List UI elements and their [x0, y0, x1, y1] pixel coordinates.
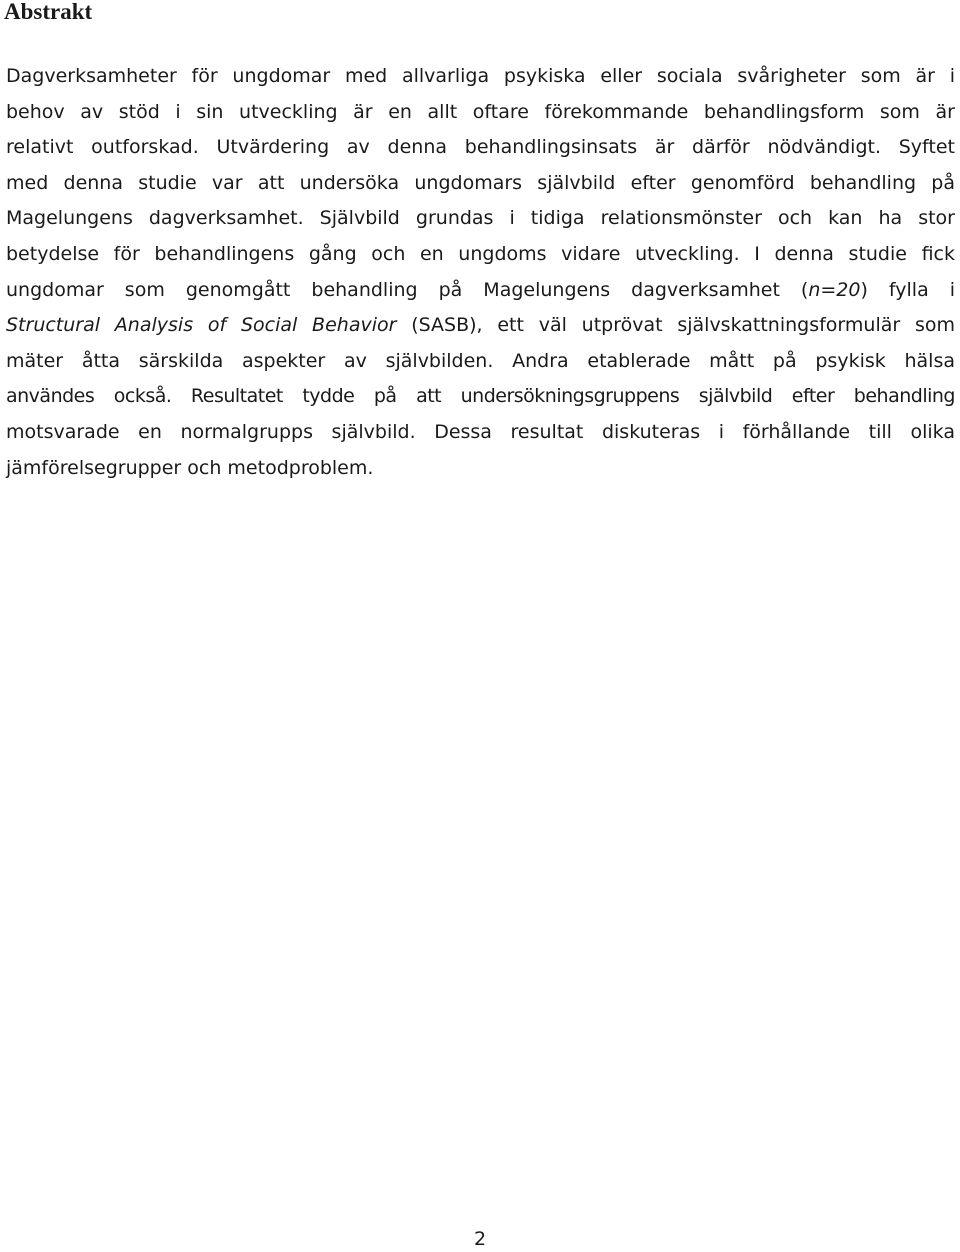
abstract-text: (SASB), ett väl utprövat självskattningsformulär som [396, 314, 955, 337]
abstract-text: ungdomar som genomgått behandling på Magelungens dagverksamhet ( [6, 278, 809, 301]
abstract-line: Dagverksamheter för ungdomar med allvarliga psykiska eller sociala svårigheter som är i [6, 65, 955, 87]
abstract-line: betydelse för behandlingens gång och en ungdoms vidare utveckling. I denna studie fick [6, 242, 955, 265]
abstract-line: mäter åtta särskilda aspekter av självbilden. Andra etablerade mått på psykisk hälsa [6, 349, 955, 372]
abstract-line: jämförelsegrupper och metodproblem. [6, 456, 374, 479]
abstract-line: motsvarade en normalgrupps självbild. Dessa resultat diskuteras i förhållande till olika [6, 420, 955, 443]
abstract-line: relativt outforskad. Utvärdering av denna behandlingsinsats är därför nödvändigt. Syftet [6, 136, 955, 159]
instrument-name: Structural Analysis of Social Behavior [6, 314, 397, 337]
abstract-line: Magelungens dagverksamhet. Självbild grundas i tidiga relationsmönster och kan ha stor [6, 207, 955, 230]
abstract-line: användes också. Resultatet tydde på att undersökningsgruppens självbild efter behandling [6, 385, 955, 408]
abstract-line: med denna studie var att undersöka ungdomars självbild efter genomförd behandling på [6, 171, 955, 194]
abstract-line: behov av stöd i sin utveckling är en allt oftare förekommande behandlingsform som är [6, 100, 955, 123]
section-heading: Abstrakt [4, 0, 93, 24]
abstract-line [6, 308, 955, 344]
abstract-text: ) fylla i [860, 278, 955, 301]
abstract-line [6, 273, 955, 309]
abstract-paragraph [6, 59, 955, 486]
page-number: 2 [473, 1228, 487, 1250]
sample-size: n=20 [808, 278, 861, 301]
